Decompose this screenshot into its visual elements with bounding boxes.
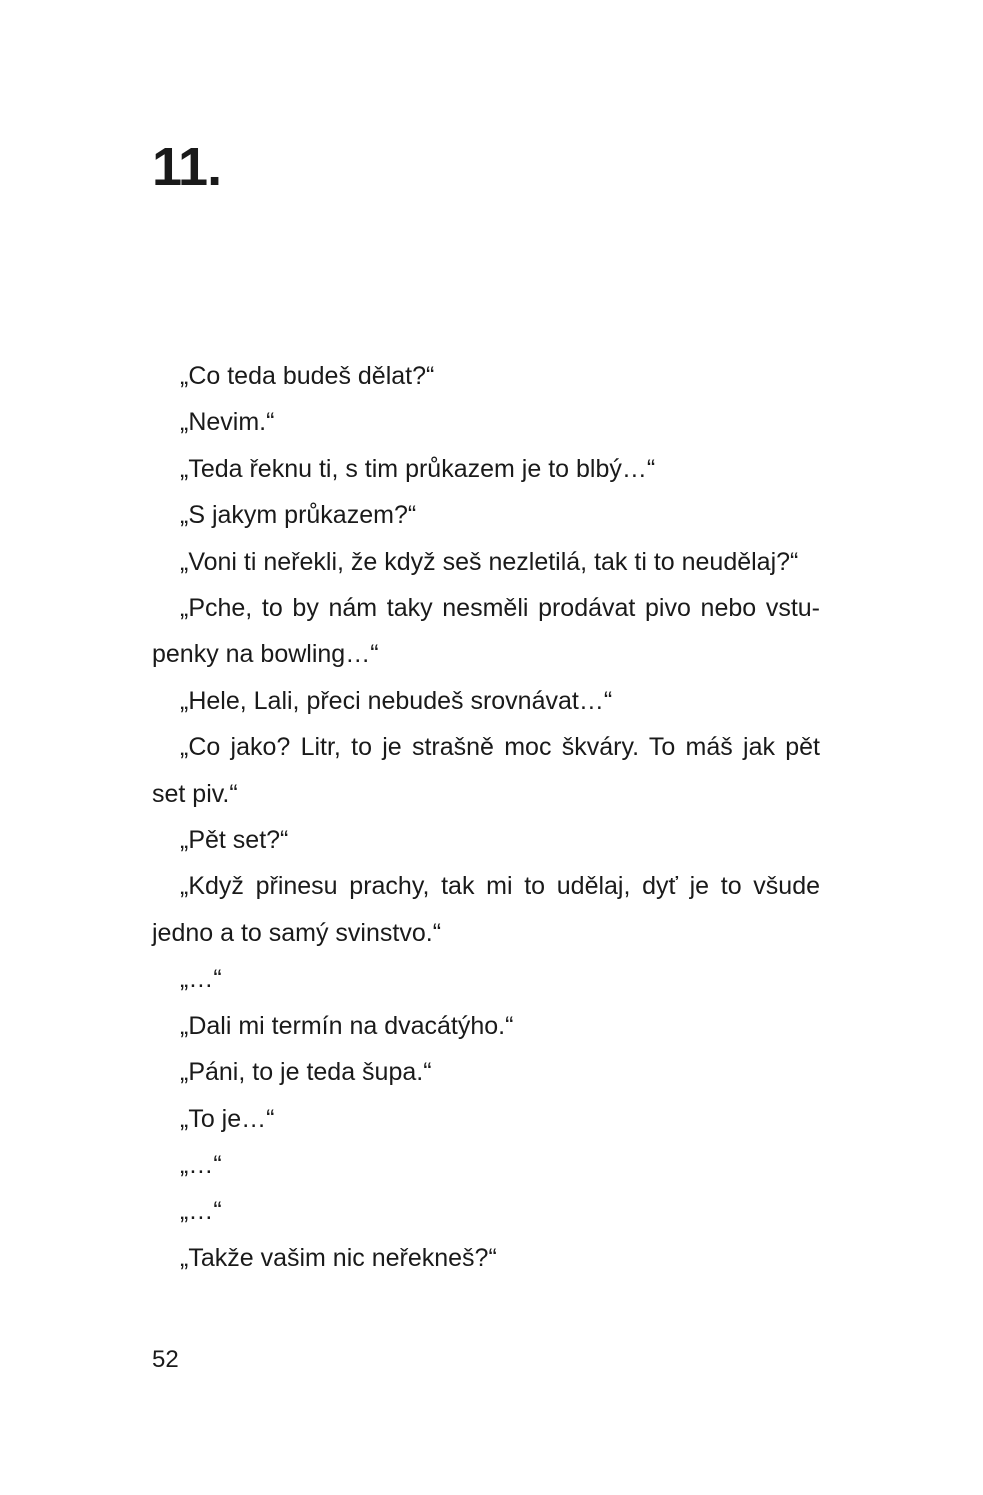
paragraph-13: „Páni, to je teda šupa.“ (180, 1058, 432, 1087)
paragraph-5: „Voni ti neřekli, že když seš nezletilá, tak ti to neudělaj?“ (180, 547, 799, 576)
chapter-body (152, 353, 820, 1281)
page-number: 52 (152, 1346, 179, 1373)
paragraph-1: „Co teda budeš dělat?“ (180, 362, 435, 390)
paragraph-14: „To je…“ (180, 1104, 275, 1133)
paragraph-10: „Když přinesu prachy, tak mi to udělaj, dyť je to všude jedno a to samý svinstvo.“ (152, 872, 820, 947)
paragraph-8: „Co jako? Litr, to je strašně moc škváry. To máš jak pět set piv.“ (152, 733, 820, 808)
paragraph-17: „Takže vašim nic neřekneš?“ (180, 1243, 497, 1272)
paragraph-2: „Nevim.“ (180, 408, 275, 437)
paragraph-4: „S jakym průkazem?“ (180, 501, 417, 530)
chapter-number: 11. (152, 137, 222, 197)
paragraph-15: „…“ (180, 1150, 222, 1179)
paragraph-7: „Hele, Lali, přeci nebudeš srovnávat…“ (180, 686, 613, 715)
paragraph-12: „Dali mi termín na dvacátýho.“ (180, 1011, 514, 1040)
paragraph-16: „…“ (180, 1197, 222, 1226)
paragraph-6: „Pche, to by nám taky nesměli prodávat pivo nebo vstupenky na bowling…“ (152, 594, 820, 669)
paragraph-11: „…“ (180, 965, 222, 994)
paragraph-3: „Teda řeknu ti, s tim průkazem je to blbý…“ (180, 454, 656, 483)
paragraph-9: „Pět set?“ (180, 826, 289, 855)
